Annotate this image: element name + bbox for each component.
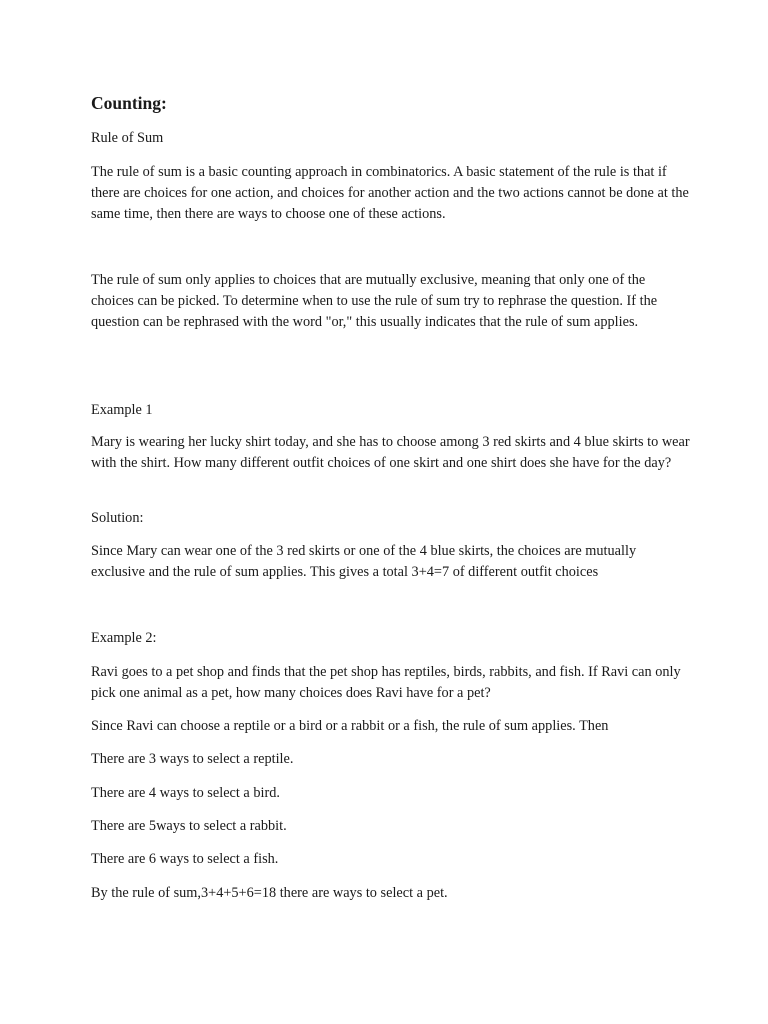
example1-question: Mary is wearing her lucky shirt today, and she has to choose among 3 red skirts and 4 blue skirts to wear with the shirt. How many different outfit choices of one skirt and one shirt does she have for the day?	[91, 434, 690, 471]
intro-paragraph: The rule of sum is a basic counting approach in combinatorics. A basic statement of the rule is that if there are choices for one action, and choices for another action and the two actions cannot be done at the same time, then there are ways to choose one of these actions.	[91, 164, 689, 222]
example2-line: There are 4 ways to select a bird.	[91, 785, 280, 801]
example1-heading: Example 1	[91, 402, 153, 418]
example2-conclusion: By the rule of sum,3+4+5+6=18 there are ways to select a pet.	[91, 885, 448, 901]
example2-reasoning: Since Ravi can choose a reptile or a bird or a rabbit or a fish, the rule of sum applies. Then	[91, 718, 609, 734]
example1-solution-label: Solution:	[91, 510, 144, 526]
example2-line: There are 5ways to select a rabbit.	[91, 818, 287, 834]
example2-line: There are 3 ways to select a reptile.	[91, 751, 294, 767]
example1-solution: Since Mary can wear one of the 3 red skirts or one of the 4 blue skirts, the choices are mutually exclusive and the rule of sum applies. This gives a total 3+4=7 of different outfit choices	[91, 543, 637, 580]
exclusive-paragraph: The rule of sum only applies to choices that are mutually exclusive, meaning that only one of the choices can be picked. To determine when to use the rule of sum try to rephrase the question. If the question can be rephrased with the word "or," this usually indicates that the rule of sum applies.	[91, 272, 658, 330]
example2-question: Ravi goes to a pet shop and finds that the pet shop has reptiles, birds, rabbits, and fish. If Ravi can only pick one animal as a pet, how many choices does Ravi have for a pet?	[91, 664, 681, 701]
example2-heading: Example 2:	[91, 630, 157, 646]
section-subtitle: Rule of Sum	[91, 130, 164, 146]
page-title: Counting:	[91, 93, 167, 113]
document-page	[91, 0, 691, 1024]
example2-line: There are 6 ways to select a fish.	[91, 851, 279, 867]
